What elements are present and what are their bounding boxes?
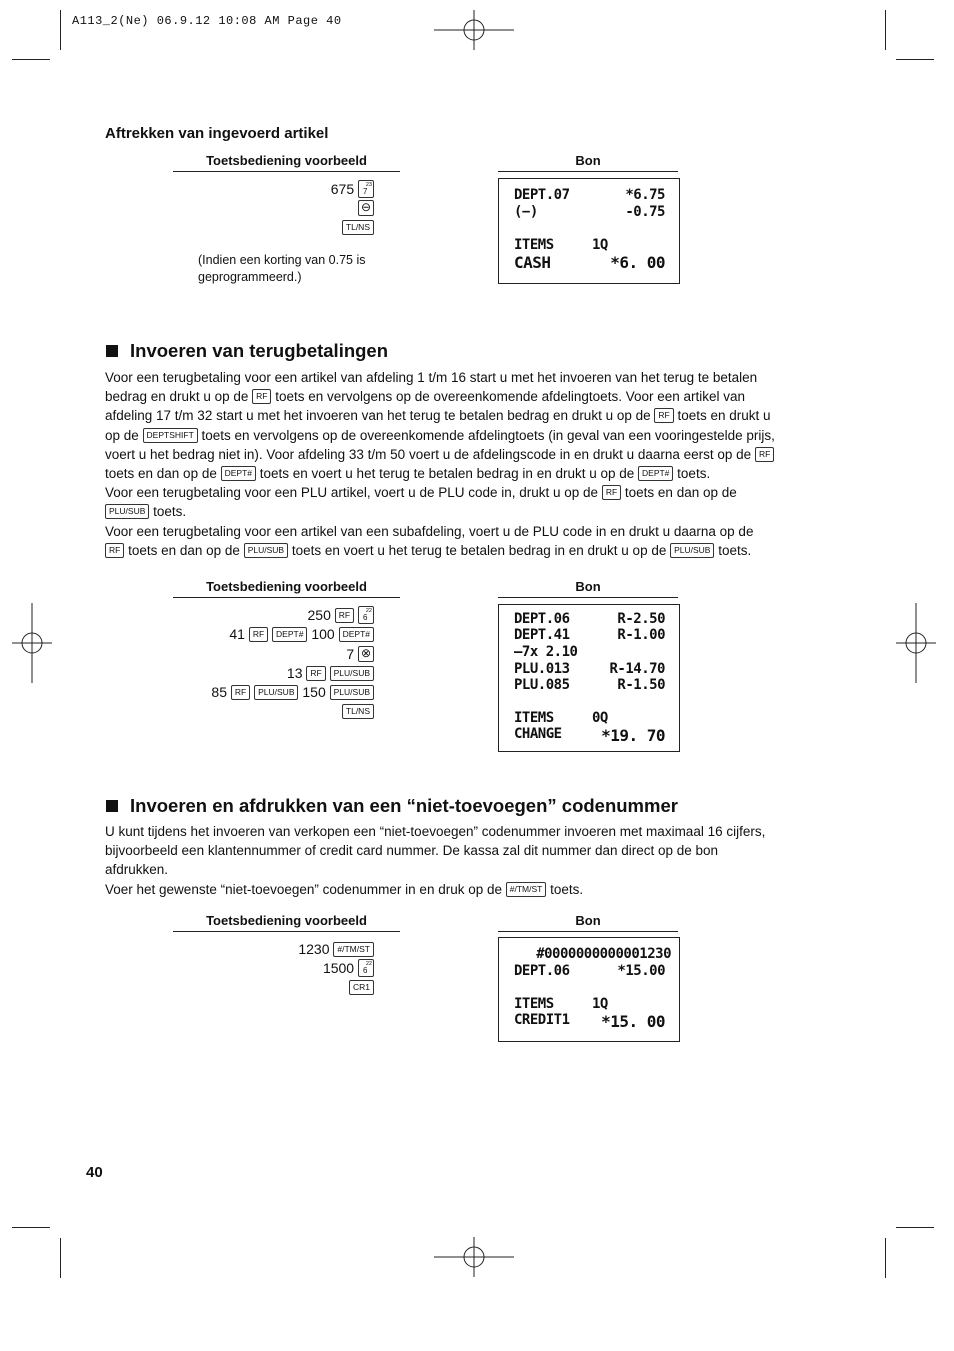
plu-sub-key[interactable]: PLU/SUB — [105, 504, 149, 519]
refund-key-label: Toetsbediening voorbeeld — [173, 579, 400, 598]
nonadd-paragraph: U kunt tijdens het invoeren van verkopen een “niet-toevoegen” codenummer invoeren met maximaal 16 cijfers, bijvoorbeeld een klantennummer of credit card nummer. De kassa zal dit nummer dan direct op de bon afdrukken. Voer het gewenste “niet-toevoegen” codenummer in en druk op de #/TM/ST toets. — [105, 824, 766, 897]
subtract-key-label: Toetsbediening voorbeeld — [173, 153, 400, 172]
nonadd-key-label: Toetsbediening voorbeeld — [173, 913, 400, 932]
nonadd-key-line-1: 1230 #/TM/ST — [298, 940, 374, 959]
receipt-line: DEPT.07 *6.75 — [514, 187, 665, 203]
plu-sub-key[interactable]: PLU/SUB — [244, 543, 288, 558]
receipt-line: PLU.013 R-14.70 — [514, 661, 665, 677]
rf-key[interactable]: RF — [231, 685, 250, 700]
registration-mark-bottom — [434, 1237, 514, 1277]
print-header: A113_2(Ne) 06.9.12 10:08 AM Page 40 — [72, 14, 342, 28]
dept-hash-key[interactable]: DEPT# — [339, 627, 374, 642]
nonadd-key-line-3 — [349, 978, 374, 997]
receipt-total-line: CASH *6. 00 — [514, 253, 665, 272]
tl-ns-key[interactable]: TL/NS — [342, 220, 374, 235]
receipt-line: —7x 2.10 — [514, 644, 578, 660]
refund-key-line-3: 7 ⊗ — [346, 645, 374, 664]
refund-paragraph-1: Voor een terugbetaling voor een artikel van afdeling 1 t/m 16 start u met het invoeren van het terug te betalen bedrag en drukt u op de RF toets en vervolgens op de overeenkomende afdelingtoets. Voor een artikel van afdeling 17 t/m 32 start u met het invoeren van het terug te betalen bedrag en drukt u op de RF toets en drukt u op de DEPTSHIFT toets en vervolgens op de overeenkomende afdelingtoets (in geval van een vooringestelde prijs, voert u het bedrag niet in). Voor afdeling 33 t/m 50 voert u de afdelingscode in en drukt u daarna eerst op de RF toets en dan op de DEPT# toets en voert u het terug te betalen bedrag in en drukt u op de DEPT# toets. Voor een terugbetaling voor een PLU artikel, voert u de PLU code in, drukt u op de RF toets en dan op de PLU/SUB toets. Voor een terugbetaling voor een artikel van een subafdeling, voert u de PLU code in en drukt u daarna op de RF toets en dan op de PLU/SUB toets en voert u het terug te betalen bedrag in en drukt u op de PLU/SUB toets. — [105, 370, 775, 558]
subtract-key-line-2 — [358, 199, 374, 218]
rf-key[interactable]: RF — [249, 627, 268, 642]
plu-sub-key[interactable]: PLU/SUB — [670, 543, 714, 558]
refund-heading: Invoeren van terugbetalingen — [106, 340, 388, 362]
receipt-line: PLU.085 R-1.50 — [514, 677, 665, 693]
registration-mark-top — [434, 10, 514, 50]
subtract-receipt — [498, 178, 680, 284]
dept-7-key[interactable]: 7 23 — [358, 180, 374, 198]
subtract-receipt-label: Bon — [498, 153, 678, 172]
receipt-line: ITEMS 1Q — [514, 996, 608, 1012]
receipt-line: DEPT.06 R-2.50 — [514, 611, 665, 627]
subtract-key-line-3 — [342, 218, 374, 237]
receipt-line: ITEMS 0Q — [514, 710, 608, 726]
registration-mark-left — [12, 603, 52, 683]
receipt-line: (−) -0.75 — [514, 204, 665, 220]
plu-sub-key[interactable]: PLU/SUB — [330, 685, 374, 700]
discount-note: (Indien een korting van 0.75 is geprogrammeerd.) — [198, 253, 366, 284]
receipt-total-line: CHANGE *19. 70 — [514, 726, 665, 745]
rf-key[interactable]: RF — [602, 485, 621, 500]
multiply-key[interactable]: ⊗ — [358, 646, 374, 662]
dept-6-key[interactable]: 6 22 — [358, 959, 374, 977]
tl-ns-key[interactable]: TL/NS — [342, 704, 374, 719]
refund-key-line-5: 85 RF PLU/SUB 150 PLU/SUB — [211, 683, 374, 702]
dept-hash-key[interactable]: DEPT# — [638, 466, 673, 481]
registration-mark-right — [896, 603, 936, 683]
receipt-total-line: CREDIT1 *15. 00 — [514, 1012, 665, 1031]
refund-key-line-2: 41 RF DEPT# 100 DEPT# — [229, 625, 374, 644]
receipt-line: #0000000000001230 — [536, 946, 671, 962]
subtract-heading: Aftrekken van ingevoerd artikel — [105, 125, 329, 142]
refund-key-line-6 — [342, 702, 374, 721]
refund-receipt — [498, 604, 680, 752]
plu-sub-key[interactable]: PLU/SUB — [254, 685, 298, 700]
deptshift-key[interactable]: DEPTSHIFT — [143, 428, 198, 443]
subtract-key-line-1: 675 7 23 — [330, 181, 372, 197]
nonadd-heading: Invoeren en afdrukken van een “niet-toevoegen” codenummer — [106, 795, 678, 817]
section-bullet — [106, 345, 118, 357]
refund-key-line-1: 250 RF 6 22 — [307, 607, 372, 623]
minus-key[interactable]: ⊖ — [358, 200, 374, 216]
refund-receipt-label: Bon — [498, 579, 678, 598]
rf-key[interactable]: RF — [335, 608, 354, 623]
receipt-line: ITEMS 1Q — [514, 237, 608, 253]
nonadd-receipt-label: Bon — [498, 913, 678, 932]
nonadd-key-line-2: 1500 6 22 — [322, 960, 372, 976]
refund-key-line-4: 13 RF PLU/SUB — [287, 664, 374, 683]
receipt-line: DEPT.41 R-1.00 — [514, 627, 665, 643]
page-number: 40 — [86, 1164, 103, 1181]
tm-st-key[interactable]: #/TM/ST — [333, 942, 374, 957]
rf-key[interactable]: RF — [755, 447, 774, 462]
dept-hash-key[interactable]: DEPT# — [272, 627, 307, 642]
section-bullet — [106, 800, 118, 812]
plu-sub-key[interactable]: PLU/SUB — [330, 666, 374, 681]
nonadd-receipt — [498, 937, 680, 1042]
rf-key[interactable]: RF — [654, 408, 673, 423]
rf-key[interactable]: RF — [306, 666, 325, 681]
tm-st-key[interactable]: #/TM/ST — [506, 882, 547, 897]
dept-hash-key[interactable]: DEPT# — [221, 466, 256, 481]
rf-key[interactable]: RF — [252, 389, 271, 404]
cr1-key[interactable]: CR1 — [349, 980, 374, 995]
rf-key[interactable]: RF — [105, 543, 124, 558]
dept-6-key[interactable]: 6 22 — [358, 606, 374, 624]
receipt-line: DEPT.06 *15.00 — [514, 963, 665, 979]
